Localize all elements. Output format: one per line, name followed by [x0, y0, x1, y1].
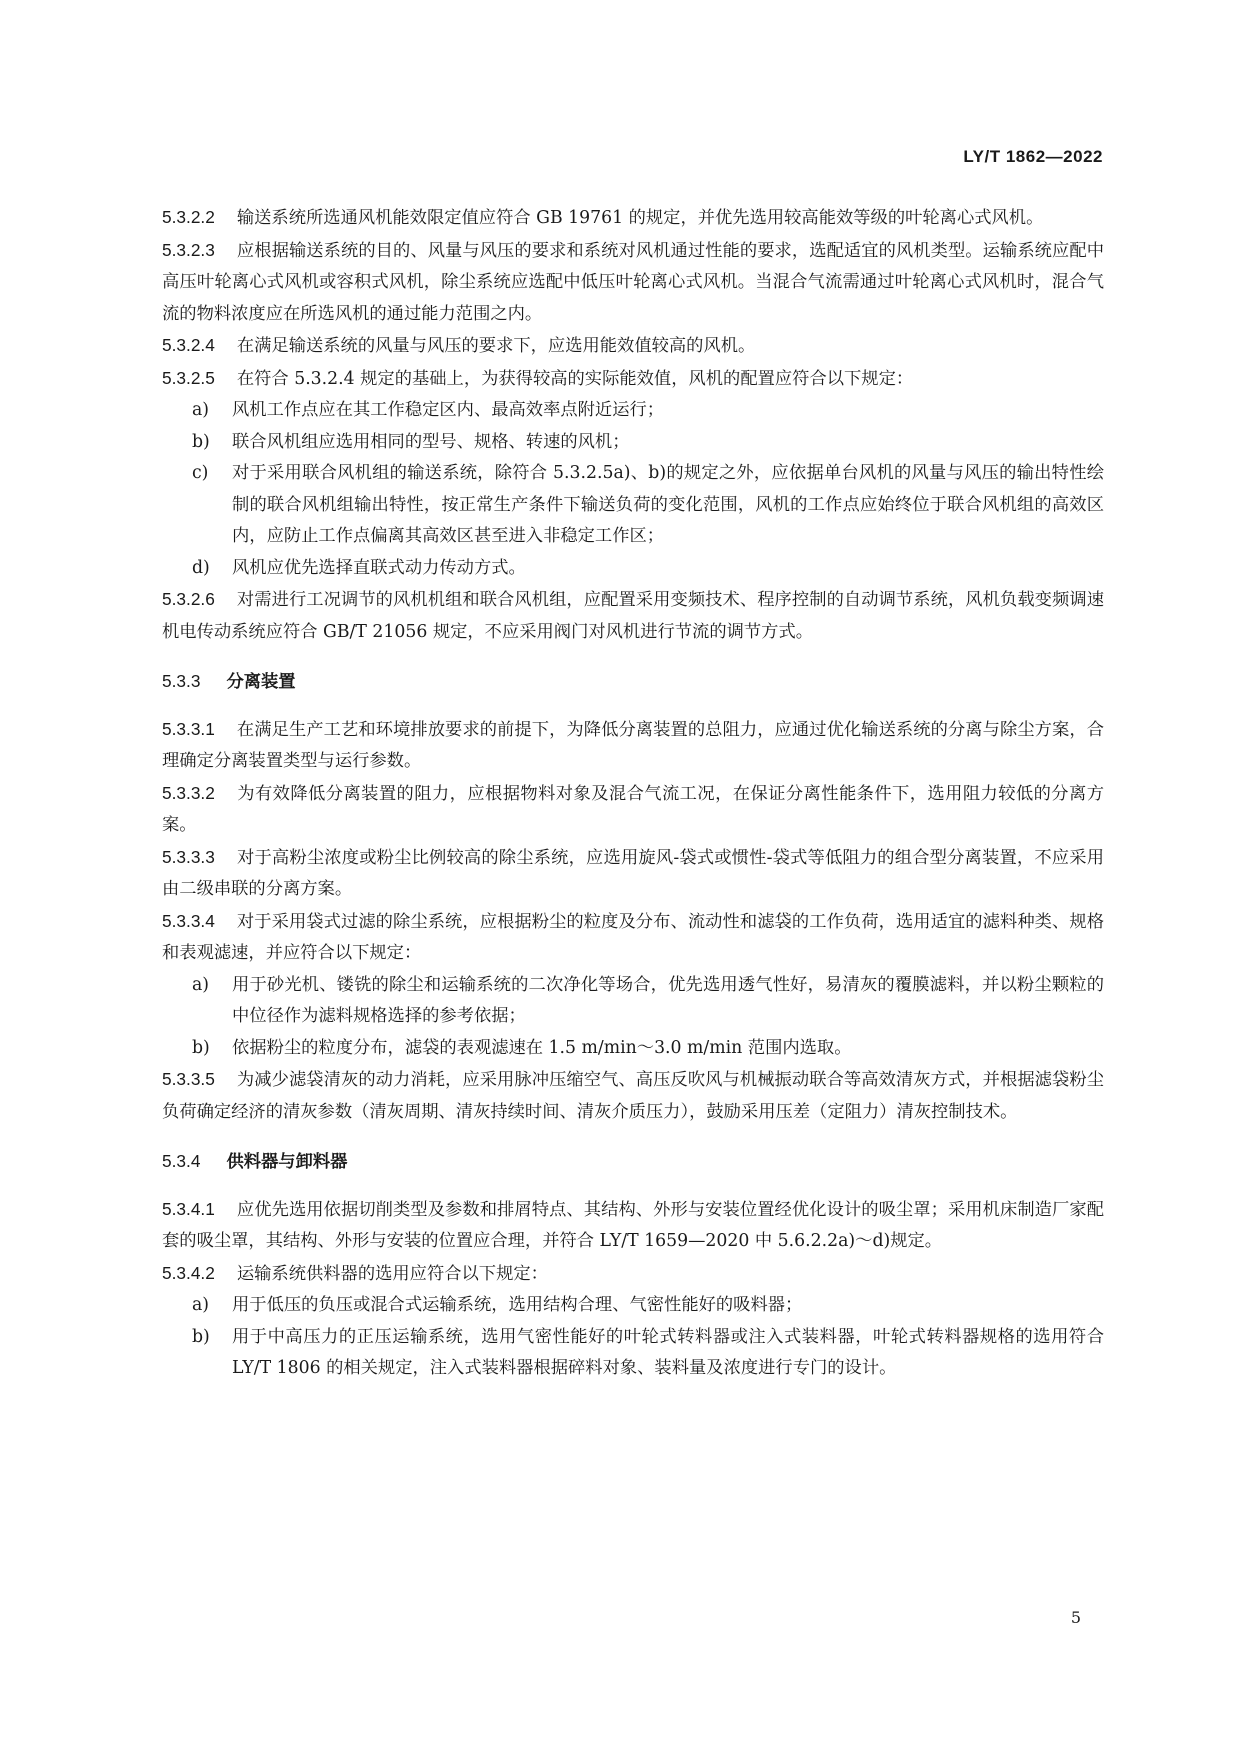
list-item-text: 对于采用联合风机组的输送系统，除符合 5.3.2.5a)、b)的规定之外，应依据单台风机的风量与风压的输出特性绘制的联合风机组输出特性，按正常生产条件下输送负荷的变化范围，风机的工作点应始终位于联合风机组的高效区内，应防止工作点偏离其高效区甚至进入非稳定工作区；: [232, 463, 1104, 546]
clause-number: 5.3.4.2: [162, 1262, 215, 1283]
section-title: 分离装置: [226, 671, 296, 691]
list-item: [162, 553, 1104, 585]
clause-5-3-2-4: [162, 330, 1104, 363]
clause-5-3-3-1: [162, 714, 1104, 778]
clause-5-3-4-2: [162, 1258, 1104, 1291]
document-body: [162, 202, 1104, 1385]
section-number: 5.3.3: [162, 671, 201, 691]
clause-number: 5.3.2.5: [162, 367, 215, 388]
clause-5-3-2-6: [162, 584, 1104, 648]
clause-text: 在满足生产工艺和环境排放要求的前提下，为降低分离装置的总阻力，应通过优化输送系统的分离与除尘方案，合理确定分离装置类型与运行参数。: [162, 719, 1104, 771]
list-marker: b): [192, 1326, 210, 1347]
clause-text: 在满足输送系统的风量与风压的要求下，应选用能效值较高的风机。: [236, 336, 756, 356]
list-item-text: 用于中高压力的正压运输系统，选用气密性能好的叶轮式转料器或注入式装料器，叶轮式转料器规格的选用符合 LY/T 1806 的相关规定，注入式装料器根据碎料对象、装料量及浓度进行专门的设计。: [232, 1326, 1104, 1378]
list-item-text: 联合风机组应选用相同的型号、规格、转速的风机；: [232, 431, 630, 452]
list-marker: a): [192, 1295, 210, 1315]
clause-number: 5.3.3.4: [162, 910, 215, 931]
list-item-text: 风机应优先选择直联式动力传动方式。: [232, 557, 526, 578]
section-title: 供料器与卸料器: [226, 1151, 348, 1171]
clause-number: 5.3.3.5: [162, 1069, 215, 1089]
list-marker: b): [192, 431, 210, 452]
section-heading-5-3-3: [162, 666, 1104, 698]
clause-number: 5.3.2.6: [162, 589, 215, 609]
list-marker: b): [192, 1037, 210, 1058]
list-item: [162, 395, 1104, 427]
list-item: [162, 1033, 1104, 1065]
clause-5-3-4-1: [162, 1194, 1104, 1258]
list-marker: a): [192, 400, 210, 420]
clause-number: 5.3.2.4: [162, 335, 215, 355]
clause-text: 输送系统所选通风机能效限定值应符合 GB 19761 的规定，并优先选用较高能效等级的叶轮离心式风机。: [236, 208, 1044, 228]
section-heading-5-3-4: [162, 1146, 1104, 1178]
clause-text: 在符合 5.3.2.4 规定的基础上，为获得较高的实际能效值，风机的配置应符合以下规定：: [236, 368, 914, 389]
clause-5-3-3-3: [162, 842, 1104, 906]
clause-number: 5.3.4.1: [162, 1198, 215, 1219]
clause-text: 应优先选用依据切削类型及参数和排屑特点、其结构、外形与安装位置经优化设计的吸尘罩；采用机床制造厂家配套的吸尘罩，其结构、外形与安装的位置应合理，并符合 LY/T 1659—2020 中 5.6.2.2a)～d)规定。: [162, 1199, 1104, 1251]
clause-text: 对于采用袋式过滤的除尘系统，应根据粉尘的粒度及分布、流动性和滤袋的工作负荷，选用适宜的滤料种类、规格和表观滤速，并应符合以下规定：: [162, 911, 1104, 963]
list-item-text: 风机工作点应在其工作稳定区内、最高效率点附近运行；: [232, 400, 665, 420]
section-number: 5.3.4: [162, 1151, 201, 1171]
clause-text: 为减少滤袋清灰的动力消耗，应采用脉冲压缩空气、高压反吹风与机械振动联合等高效清灰方式，并根据滤袋粉尘负荷确定经济的清灰参数（清灰周期、清灰持续时间、清灰介质压力），鼓励采用压差（定阻力）清灰控制技术。: [162, 1070, 1104, 1122]
list-item: [162, 1322, 1104, 1385]
clause-number: 5.3.2.3: [162, 239, 215, 260]
clause-number: 5.3.3.1: [162, 718, 215, 739]
clause-text: 应根据输送系统的目的、风量与风压的要求和系统对风机通过性能的要求，选配适宜的风机类型。运输系统应配中高压叶轮离心式风机或容积式风机，除尘系统应选配中低压叶轮离心式风机。当混合气流需通过叶轮离心式风机时，混合气流的物料浓度应在所选风机的通过能力范围之内。: [162, 240, 1104, 324]
list-item: [162, 1290, 1104, 1322]
clause-number: 5.3.2.2: [162, 207, 215, 227]
clause-text: 为有效降低分离装置的阻力，应根据物料对象及混合气流工况，在保证分离性能条件下，选用阻力较低的分离方案。: [162, 783, 1104, 835]
list-marker: d): [192, 557, 210, 578]
clause-5-3-2-5: [162, 363, 1104, 396]
list-item-text: 用于砂光机、镂铣的除尘和运输系统的二次净化等场合，优先选用透气性好，易清灰的覆膜滤料，并以粉尘颗粒的中位径作为滤料规格选择的参考依据；: [232, 974, 1104, 1026]
list-item: [162, 427, 1104, 459]
clause-5-3-2-2: [162, 202, 1104, 235]
page-number: 5: [1070, 1608, 1081, 1627]
list-item-text: 依据粉尘的粒度分布，滤袋的表观滤速在 1.5 m/min～3.0 m/min 范围内选取。: [232, 1037, 852, 1058]
clause-text: 对需进行工况调节的风机机组和联合风机组，应配置采用变频技术、程序控制的自动调节系统，风机负载变频调速机电传动系统应符合 GB/T 21056 规定，不应采用阀门对风机进行节流的调节方式。: [162, 590, 1104, 642]
list-item: [162, 970, 1104, 1033]
clause-5-3-2-3: [162, 235, 1104, 331]
list-marker: a): [192, 974, 210, 995]
clause-number: 5.3.3.2: [162, 782, 215, 803]
standard-id: LY/T 1862—2022: [963, 147, 1103, 166]
list-item-text: 用于低压的负压或混合式运输系统，选用结构合理、气密性能好的吸料器；: [232, 1295, 803, 1315]
clause-text: 运输系统供料器的选用应符合以下规定：: [236, 1263, 548, 1284]
list-marker: c): [192, 463, 209, 483]
clause-text: 对于高粉尘浓度或粉尘比例较高的除尘系统，应选用旋风-袋式或惯性-袋式等低阻力的组合型分离装置，不应采用由二级串联的分离方案。: [162, 847, 1104, 899]
clause-5-3-3-2: [162, 778, 1104, 842]
clause-5-3-3-5: [162, 1064, 1104, 1128]
clause-number: 5.3.3.3: [162, 846, 215, 867]
list-item: [162, 458, 1104, 553]
clause-5-3-3-4: [162, 906, 1104, 970]
